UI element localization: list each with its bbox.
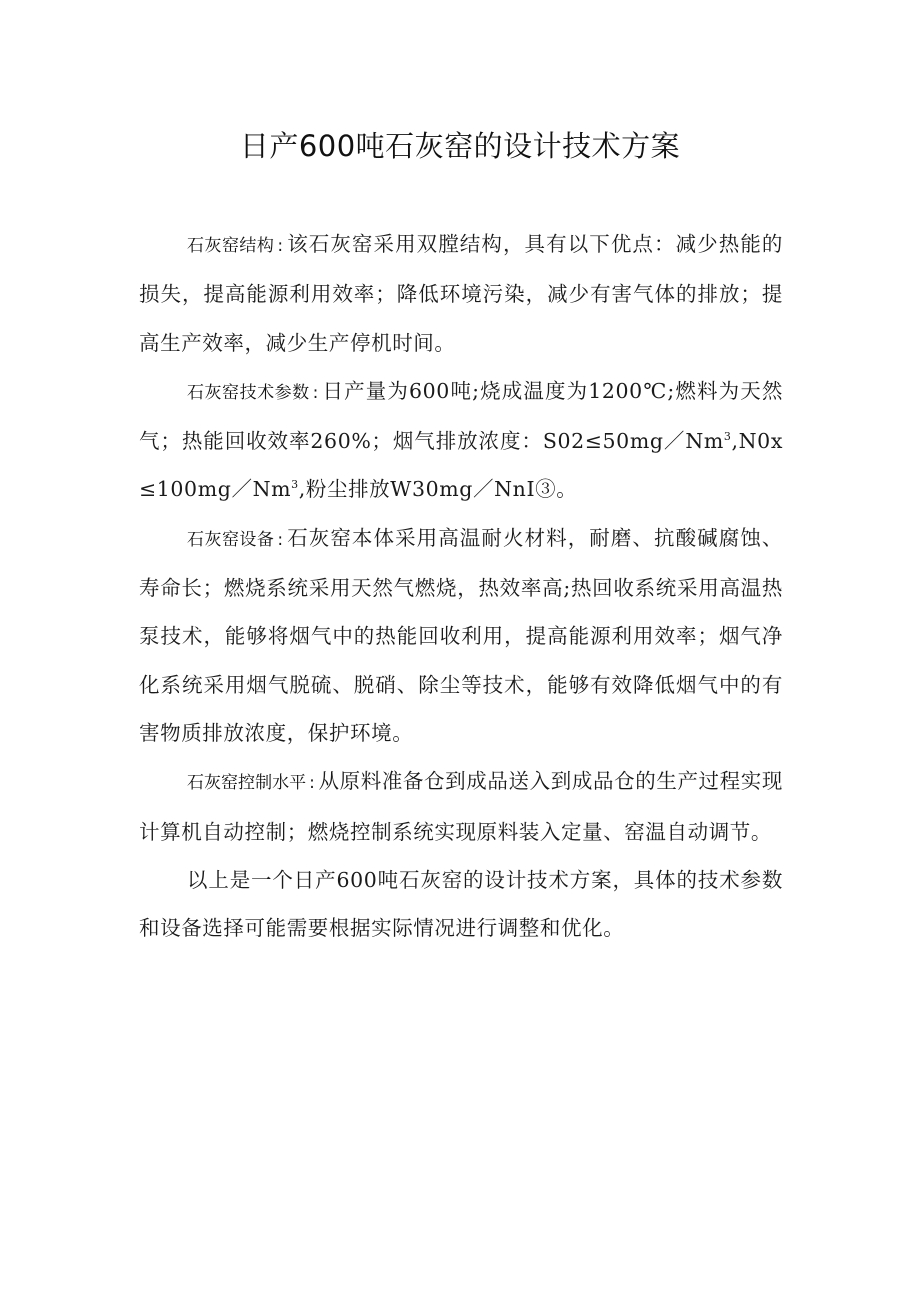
- section-equipment: [139, 514, 783, 757]
- section-heading: 石灰窑结构: [187, 236, 275, 256]
- section-text: ,N0x≤100mg／Nm: [139, 429, 783, 502]
- heading-separator: :: [277, 236, 284, 256]
- document-body: [139, 220, 783, 952]
- document-title: 日产600吨石灰窑的设计技术方案: [239, 129, 681, 163]
- section-heading: 石灰窑技术参数: [187, 382, 310, 403]
- section-text: 石灰窑本体采用高温耐火材料，耐磨、抗酸碱腐蚀、寿命长；燃烧系统采用天然气燃烧，热效率高;热回收系统采用高温热泵技术，能够将烟气中的热能回收利用，提高能源利用效率；烟气净化系统采用烟气脱硫、脱硝、除尘等技术，能够有效降低烟气中的有害物质排放浓度，保护环境。: [139, 525, 783, 745]
- heading-separator: :: [312, 382, 319, 403]
- section-heading: 石灰窑控制水平: [187, 773, 307, 794]
- superscript: 3: [291, 478, 299, 492]
- section-structure: [139, 220, 783, 367]
- section-text: 从原料准备仓到成品送入到成品仓的生产过程实现计算机自动控制；燃烧控制系统实现原料装入定量、窑温自动调节。: [139, 769, 784, 844]
- section-parameters: [139, 367, 783, 514]
- section-text: 日产量为600吨;烧成温度为1200℃;燃料为天然气；热能回收效率260%；烟气排放浓度：S02≤50mg／Nm: [139, 378, 784, 454]
- heading-separator: :: [277, 529, 284, 550]
- superscript: 3: [723, 430, 732, 444]
- heading-separator: :: [309, 773, 316, 794]
- section-text: ,粉尘排放W30mg／NnI③。: [298, 477, 578, 502]
- section-heading: 石灰窑设备: [187, 529, 275, 550]
- section-text: 该石灰窑采用双膛结构，具有以下优点：减少热能的损失，提高能源利用效率；降低环境污染，减少有害气体的排放；提高生产效率，减少生产停机时间。: [139, 232, 783, 355]
- conclusion-paragraph: 以上是一个日产600吨石灰窑的设计技术方案，具体的技术参数和设备选择可能需要根据实际情况进行调整和优化。: [139, 867, 783, 941]
- section-control: [139, 757, 783, 856]
